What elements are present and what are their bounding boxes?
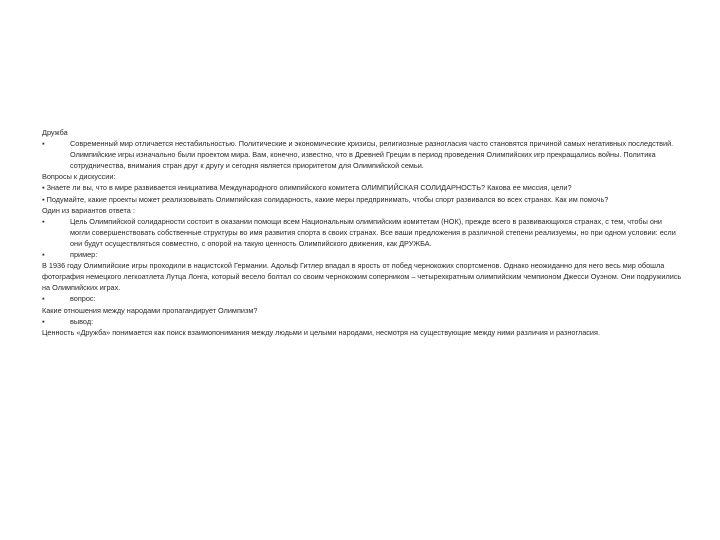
list-item (42, 293, 682, 304)
heading: Дружба (42, 128, 68, 137)
list-item (42, 249, 682, 260)
bullet-icon: ▪ (42, 250, 45, 260)
list-item (42, 316, 682, 327)
paragraph-example: В 1936 году Олимпийские игры проходили в нацистской Германии. Адольф Гитлер впадал в ярость от побед чернокожих спортсменов. Однако неожиданно для него весь мир обошла фотография немецкого легкоатлета Лутца Лонга, который весело болтал со своим чернокожим соперником – четырехкратным олимпийским чемпионом Джесси Оуэном. Они подружились на Олимпийских играх. (42, 261, 682, 293)
list-item (42, 216, 682, 249)
bullet-icon: ▪ (42, 316, 45, 326)
question-2: ▪ Подумайте, какие проекты может реализовывать Олимпийская солидарность, какие меры предпринимать, чтобы спорт развивался во всех странах. Как им помочь? (42, 194, 609, 204)
bullet-icon: ▪ (42, 294, 45, 304)
question-1: ▪ Знаете ли вы, что в мире развивается инициатива Международного олимпийского комитета ОЛИМПИЙСКАЯ СОЛИДАРНОСТЬ? Какова ее миссия, цели? (42, 183, 572, 193)
questions-heading: Вопросы к дискуссии: (42, 172, 116, 182)
conclusion-label: вывод: (70, 316, 94, 326)
paragraph-conclusion: Ценность «Дружба» понимается как поиск взаимопонимания между людьми и целыми народами, несмотря на существующие между ними различия и разногласия. (42, 327, 600, 337)
answer-heading: Один из вариантов ответа : (42, 205, 135, 215)
paragraph-intro: Современный мир отличается нестабильностью. Политические и экономические кризисы, религиозные разногласия часто становятся причиной самых негативных последствий. Олимпийские игры изначально были проектом мира. Вам, конечно, известно, что в Древней Греции в период проведения Олимпийских игр прекращались войны. Политика сотрудничества, внимания стран друг к другу и сегодня является приоритетом для Олимпийской семьи. (70, 139, 674, 171)
bullet-icon: ▪ (42, 216, 45, 226)
paragraph-goal: Цель Олимпийской солидарности состоит в оказании помощи всем Национальным олимпийским комитетам (НОК), прежде всего в развивающихся странах, с тем, чтобы они могли совершенствовать собственные структуры во имя развития спорта в своих странах. Все ваши предложения в различной степени реализуемы, но при одном условии: если они будут осуществляться совместно, с опорой на такую ценность Олимпийского движения, как ДРУЖБА. (70, 216, 676, 248)
example-label: пример: (70, 250, 98, 260)
paragraph-question: Какие отношения между народами пропагандирует Олимпизм? (42, 305, 258, 315)
list-item (42, 138, 682, 171)
bullet-icon: ▪ (42, 139, 45, 149)
document-body (42, 127, 682, 338)
question-label: вопрос: (70, 294, 96, 304)
